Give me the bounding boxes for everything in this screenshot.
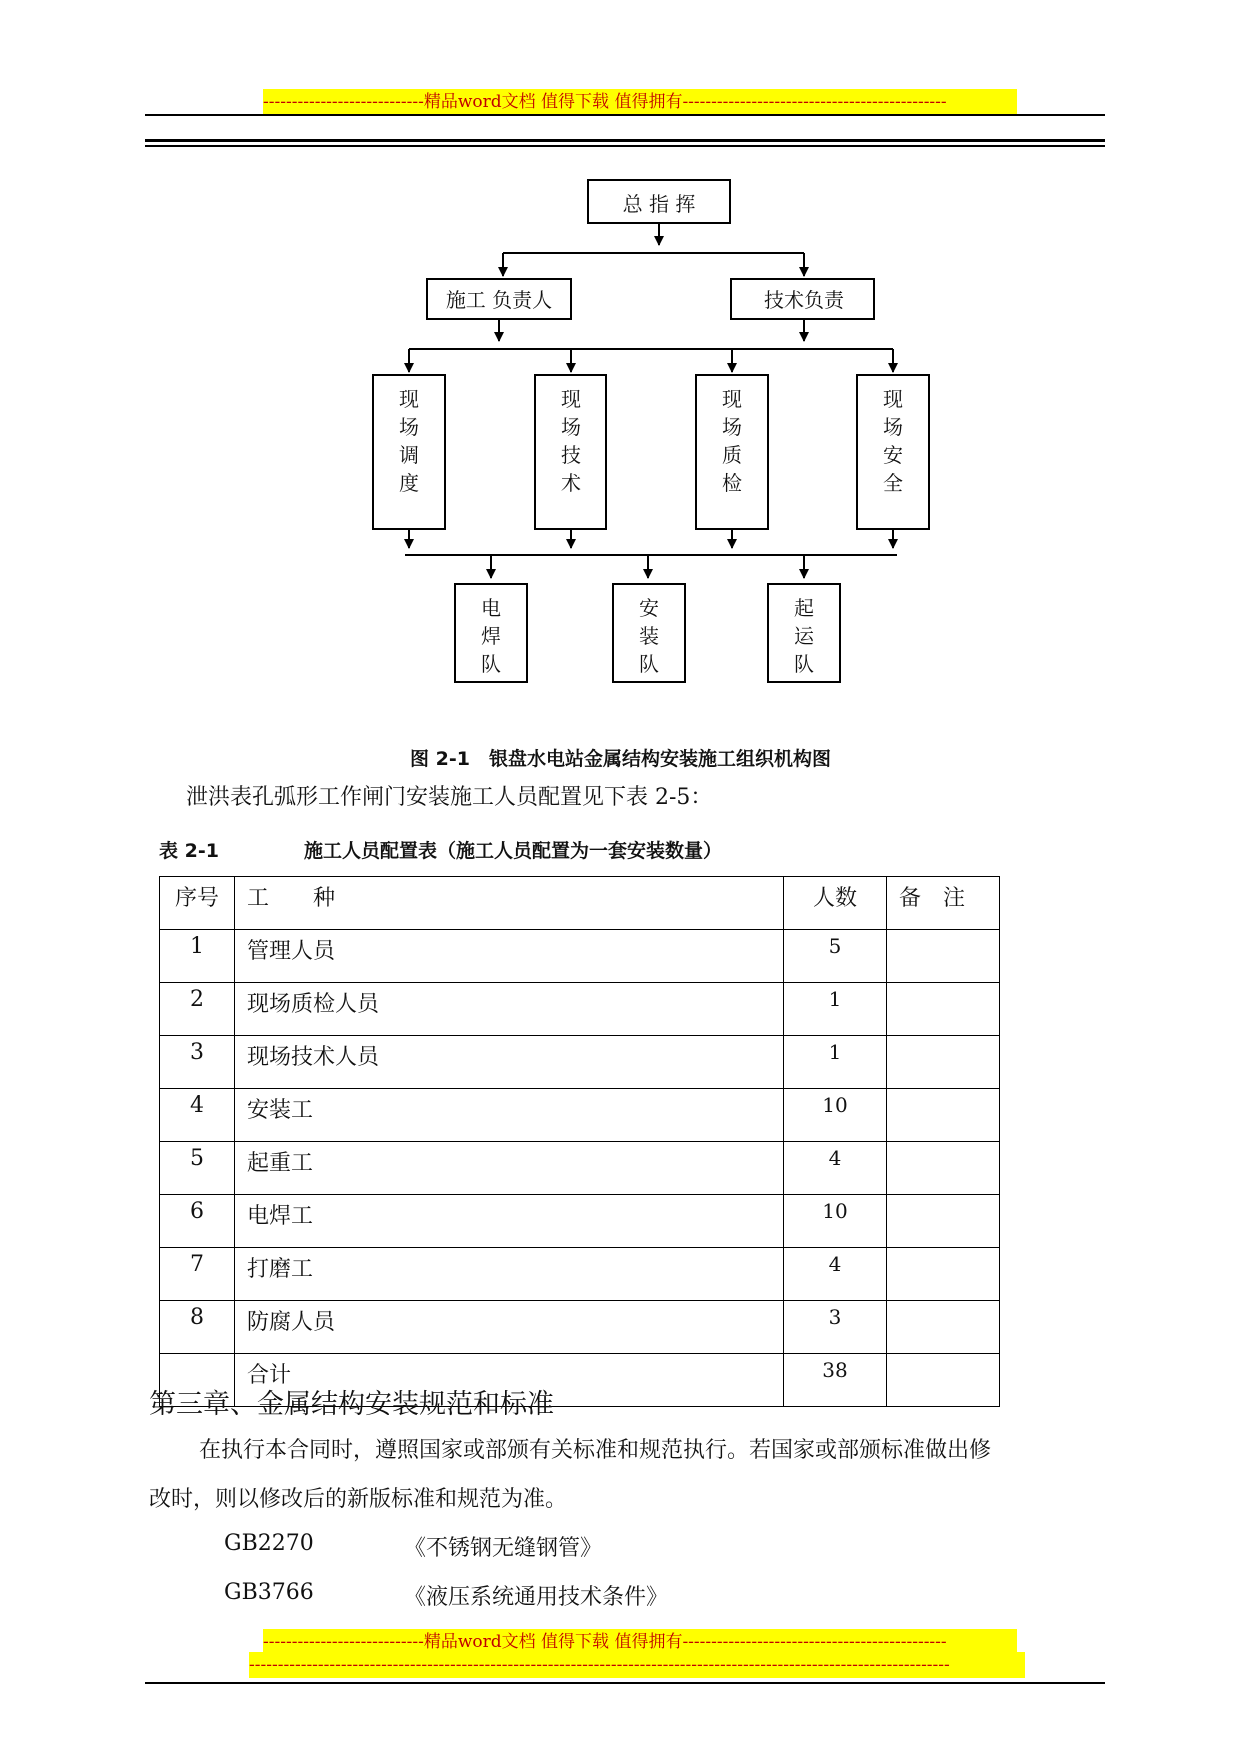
org-label-field-quality-2: 场 xyxy=(722,415,742,439)
org-label-team-welding-3: 队 xyxy=(481,652,501,676)
org-label-team-lifting-3: 队 xyxy=(794,652,814,676)
cell-remarks xyxy=(887,1142,1000,1195)
intro-paragraph: 泄洪表孔弧形工作闸门安装施工人员配置见下表 2-5： xyxy=(186,785,713,810)
table-row xyxy=(160,1142,1000,1195)
cell-headcount: 38 xyxy=(784,1354,887,1407)
table-label: 表 2-1 xyxy=(159,840,219,862)
cell-index: 6 xyxy=(160,1195,235,1248)
cell-remarks xyxy=(887,1195,1000,1248)
org-label-field-dispatch-4: 度 xyxy=(399,471,419,495)
cell-remarks xyxy=(887,1248,1000,1301)
cell-remarks xyxy=(887,1354,1000,1407)
standard-code: GB3766 xyxy=(224,1580,314,1605)
cell-work-type: 打磨工 xyxy=(235,1248,784,1301)
standard-name: 《液压系统通用技术条件》 xyxy=(404,1585,669,1610)
org-label-field-safety-4: 全 xyxy=(883,471,903,495)
staff-table xyxy=(159,876,1000,1407)
org-label-team-lifting-2: 运 xyxy=(794,624,814,648)
org-label-field-safety-3: 安 xyxy=(883,443,903,467)
org-label-field-quality-4: 检 xyxy=(722,471,742,495)
cell-index: 7 xyxy=(160,1248,235,1301)
org-label-team-installation-1: 安 xyxy=(639,596,659,620)
header-banner: ----------------------------精品word文档 值得下载 值得拥有---------------------------------------------- xyxy=(263,89,1017,115)
org-label-field-technical-1: 现 xyxy=(561,387,581,411)
cell-work-type: 现场技术人员 xyxy=(235,1036,784,1089)
cell-remarks xyxy=(887,983,1000,1036)
table-title: 施工人员配置表（施工人员配置为一套安装数量） xyxy=(304,840,723,862)
org-label-field-quality-3: 质 xyxy=(722,443,742,467)
table-row xyxy=(160,983,1000,1036)
table-header-row xyxy=(160,877,1000,930)
cell-work-type: 安装工 xyxy=(235,1089,784,1142)
cell-work-type: 合计 xyxy=(235,1354,784,1407)
table-row xyxy=(160,1036,1000,1089)
cell-remarks xyxy=(887,1301,1000,1354)
org-label-technical-lead: 技术负责 xyxy=(764,288,844,312)
org-label-team-welding-2: 焊 xyxy=(481,624,501,648)
org-label-team-lifting-1: 起 xyxy=(794,596,814,620)
header-headcount: 人数 xyxy=(784,877,887,930)
org-label-field-dispatch-2: 场 xyxy=(399,415,419,439)
cell-headcount: 4 xyxy=(784,1248,887,1301)
footer-rule xyxy=(145,1682,1105,1684)
org-label-team-installation-2: 装 xyxy=(639,624,659,648)
standard-code: GB2270 xyxy=(224,1531,314,1556)
cell-work-type: 防腐人员 xyxy=(235,1301,784,1354)
figure-caption: 图 2-1 银盘水电站金属结构安装施工组织机构图 xyxy=(410,748,831,770)
cell-remarks xyxy=(887,930,1000,983)
org-label-field-dispatch-3: 调 xyxy=(399,443,419,467)
cell-headcount: 4 xyxy=(784,1142,887,1195)
table-row xyxy=(160,1195,1000,1248)
cell-index: 2 xyxy=(160,983,235,1036)
cell-headcount: 5 xyxy=(784,930,887,983)
cell-headcount: 1 xyxy=(784,983,887,1036)
cell-index: 3 xyxy=(160,1036,235,1089)
org-label-commander: 总 指 挥 xyxy=(622,192,696,216)
header-index: 序号 xyxy=(160,877,235,930)
standard-name: 《不锈钢无缝钢管》 xyxy=(404,1536,603,1561)
org-label-construction-lead: 施工 负责人 xyxy=(445,288,553,312)
org-label-field-technical-3: 技 xyxy=(561,443,581,467)
cell-index: 5 xyxy=(160,1142,235,1195)
table-row xyxy=(160,1301,1000,1354)
org-label-field-dispatch-1: 现 xyxy=(399,387,419,411)
cell-remarks xyxy=(887,1089,1000,1142)
table-row xyxy=(160,1248,1000,1301)
org-label-field-technical-4: 术 xyxy=(561,471,581,495)
cell-work-type: 现场质检人员 xyxy=(235,983,784,1036)
cell-headcount: 3 xyxy=(784,1301,887,1354)
org-label-field-technical-2: 场 xyxy=(561,415,581,439)
cell-work-type: 电焊工 xyxy=(235,1195,784,1248)
chapter-heading: 第三章、金属结构安装规范和标准 xyxy=(149,1389,554,1420)
org-label-team-installation-3: 队 xyxy=(639,652,659,676)
cell-index: 8 xyxy=(160,1301,235,1354)
cell-headcount: 10 xyxy=(784,1195,887,1248)
table-row xyxy=(160,1089,1000,1142)
body-paragraph-line-2: 改时，则以修改后的新版标准和规范为准。 xyxy=(149,1487,568,1512)
cell-work-type: 管理人员 xyxy=(235,930,784,983)
cell-work-type: 起重工 xyxy=(235,1142,784,1195)
cell-headcount: 10 xyxy=(784,1089,887,1142)
footer-banner-dashes: -------------------------------------------------------------------------------------------------------------------------- xyxy=(249,1652,1025,1678)
table-row xyxy=(160,930,1000,983)
org-label-team-welding-1: 电 xyxy=(481,596,501,620)
org-label-field-safety-2: 场 xyxy=(883,415,903,439)
cell-remarks xyxy=(887,1036,1000,1089)
org-label-field-quality-1: 现 xyxy=(722,387,742,411)
header-work-type: 工 种 xyxy=(235,877,784,930)
cell-headcount: 1 xyxy=(784,1036,887,1089)
org-label-field-safety-1: 现 xyxy=(883,387,903,411)
header-remarks: 备 注 xyxy=(887,877,1000,930)
org-chart xyxy=(0,0,1241,720)
body-paragraph-line-1: 在执行本合同时，遵照国家或部颁有关标准和规范执行。若国家或部颁标准做出修 xyxy=(199,1438,992,1463)
footer-banner: ----------------------------精品word文档 值得下载 值得拥有---------------------------------------------- xyxy=(263,1629,1017,1655)
cell-index: 1 xyxy=(160,930,235,983)
cell-index: 4 xyxy=(160,1089,235,1142)
